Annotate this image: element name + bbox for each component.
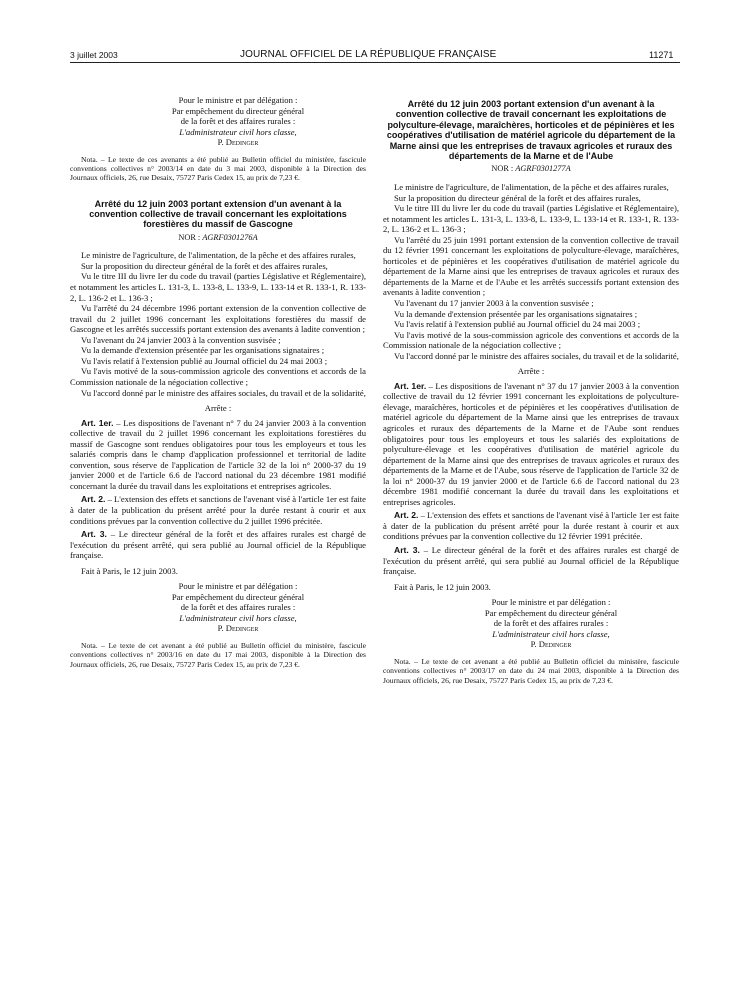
fait-line: Fait à Paris, le 12 juin 2003. (394, 581, 491, 592)
header-title: JOURNAL OFFICIEL DE LA RÉPUBLIQUE FRANÇAISE (240, 49, 497, 60)
arrete-title: Arrêté du 12 juin 2003 portant extension d'un avenant à la convention collective de travail concernant les exploitations de polyculture-élevage, maraîchères, horticoles et de pépinières et les coopératives d'utilisation de matériel agricole du département de la Marne ainsi que les entreprises de travaux agricoles et ruraux des départements de la Marne et de l'Aube (386, 99, 676, 162)
page-number: 11271 (649, 50, 674, 60)
paragraph: Le ministre de l'agriculture, de l'alimentation, de la pêche et des affaires rurales, (394, 181, 669, 192)
fait-line: Fait à Paris, le 12 juin 2003. (81, 565, 178, 576)
signature-line: Pour le ministre et par délégation : (178, 95, 298, 105)
paragraph: Vu l'avis relatif à l'extension publié au Journal officiel du 24 mai 2003 ; (394, 319, 641, 330)
paragraph: Vu l'arrêté du 24 décembre 1996 portant extension de la convention collective de travail du 2 juillet 1996 concernant les exploitations forestières du massif de Gascogne et les arrêtés successifs portant extension des avenants à ladite convention ; (70, 303, 366, 335)
nor-reference (383, 164, 679, 175)
paragraph: Vu l'accord donné par le ministre des affaires sociales, du travail et de la solidarité, (394, 350, 679, 361)
footnote: Nota. – Le texte de cet avenant a été publié au Bulletin officiel du ministère, fascicule conventions collectives n° 2003/16 en date du 17 mai 2003, disponible à la Direction des Journaux officiels, 26, rue Desaix, 75727 Paris Cedex 15, au prix de 7,23 €. (70, 640, 366, 669)
paragraph: Sur la proposition du directeur général de la forêt et des affaires rurales, (394, 192, 641, 203)
article-label: Art. 2. (81, 494, 106, 505)
nor-label: NOR : (178, 232, 201, 242)
header-rule (70, 62, 680, 63)
paragraph: Le ministre de l'agriculture, de l'alimentation, de la pêche et des affaires rurales, (81, 250, 356, 261)
signature-name: P. Dedinger (217, 623, 259, 634)
signature-line: Par empêchement du directeur général (484, 607, 618, 618)
paragraph: Vu l'accord donné par le ministre des affaires sociales, du travail et de la solidarité, (81, 387, 366, 398)
paragraph: Vu l'arrêté du 25 juin 1991 portant extension de la convention collective de travail du 12 février 1991 concernant les exploitations de polyculture-élevage, maraîchères, horticoles et de pépinières et les coopératives d'utilisation de matériel agricole du département de la Marne ainsi que les entreprises de travaux agricoles et ruraux des départements de la Marne et de l'Aube et les arrêtés successifs portant extension des avenants à ladite convention ; (383, 234, 679, 298)
article-label: Art. 3. (81, 529, 107, 540)
signature-line: Par empêchement du directeur général (171, 105, 305, 116)
signature-line: Pour le ministre et par délégation : (178, 581, 298, 592)
article-text: – L'extension des effets et sanctions de l'avenant visé à l'article 1er est faite à dater de la publication du présent arrêté pour la durée restant à courir et aux conditions prévues par la convention collective du 2 juillet 1996 précitée. (70, 494, 366, 526)
article-1 (383, 381, 679, 508)
paragraph: Vu la demande d'extension présentée par les organisations signataires ; (394, 308, 638, 319)
article-2 (383, 510, 679, 542)
top-note: Nota. – Le texte de ces avenants a été publié au Bulletin officiel du ministère, fascicule conventions collectives n° 2003/14 en date du 3 mai 2003, disponible à la Direction des Journaux officiels, 26, rue Desaix, 75727 Paris Cedex 15, au prix de 7,23 €. (70, 154, 366, 183)
signature-block (110, 581, 366, 634)
article-label: Art. 2. (394, 510, 419, 521)
article-text: – Le directeur général de la forêt et des affaires rurales est chargé de l'exécution du présent arrêté, qui sera publié au Journal officiel de la République française. (70, 529, 366, 561)
nor-code: AGRF0301277A (515, 164, 571, 174)
nor-code: AGRF0301276A (202, 232, 258, 242)
paragraph: Vu l'avis relatif à l'extension publié au Journal officiel du 24 mai 2003 ; (81, 355, 328, 366)
paragraph: Vu l'avenant du 24 janvier 2003 à la convention susvisée ; (81, 334, 281, 345)
paragraph: Vu l'avenant du 17 janvier 2003 à la convention susvisée ; (394, 298, 594, 308)
article-2 (70, 494, 366, 526)
signature-title: L'administrateur civil hors classe, (492, 628, 610, 639)
article-text: – Le directeur général de la forêt et des affaires rurales est chargé de l'exécution du présent arrêté, qui sera publié au Journal officiel de la République française. (383, 545, 679, 577)
article-3 (383, 545, 679, 577)
nor-reference (70, 233, 366, 244)
article-label: Art. 1er. (394, 380, 427, 391)
left-column (70, 95, 366, 669)
paragraph: Sur la proposition du directeur général de la forêt et des affaires rurales, (81, 260, 328, 271)
signature-title: L'administrateur civil hors classe, (179, 612, 297, 623)
arrete-word: Arrête : (517, 366, 545, 377)
signature-line: de la forêt et des affaires rurales : (493, 618, 609, 629)
footnote: Nota. – Le texte de cet avenant a été publié au Bulletin officiel du ministère, fascicule conventions collectives n° 2003/17 en date du 24 mai 2003, disponible à la Direction des Journaux officiels, 26, rue Desaix, 75727 Paris Cedex 15, au prix de 7,23 €. (383, 656, 679, 685)
arrete-title: Arrêté du 12 juin 2003 portant extension d'un avenant à la convention collective de travail concernant les exploitations forestières du massif de Gascogne (89, 198, 347, 230)
signature-line: de la forêt et des affaires rurales : (180, 602, 296, 613)
top-signature-block (110, 95, 366, 148)
paragraph: Vu le titre III du livre Ier du code du travail (parties Législative et Réglementaire), et notamment les articles L. 131-3, L. 133-8, L. 133-9, L. 133-14 et R. 133-1, R. 133-2, L. 136-2 et L. 136-3 ; (70, 271, 366, 303)
article-3 (70, 529, 366, 561)
signature-line: Pour le ministre et par délégation : (491, 597, 611, 608)
signature-line: Par empêchement du directeur général (171, 591, 305, 602)
article-label: Art. 1er. (81, 417, 114, 428)
paragraph: Vu l'avis motivé de la sous-commission agricole des conventions et accords de la Commission nationale de la négociation collective ; (383, 329, 679, 351)
signature-title: L'administrateur civil hors classe, (179, 126, 297, 137)
paragraph: Vu le titre III du livre Ier du code du travail (parties Législative et Réglementaire), et notamment les articles L. 131-3, L. 133-8, L. 133-9, L. 133-14 et R. 133-1, R. 133-2, L. 136-2 et L. 136-3 ; (383, 203, 679, 235)
signature-block (423, 597, 679, 650)
article-1 (70, 418, 366, 492)
article-label: Art. 3. (394, 545, 420, 556)
paragraph: Vu l'avis motivé de la sous-commission agricole des conventions et accords de la Commission nationale de la négociation collective ; (70, 366, 366, 387)
signature-name: P. Dedinger (217, 137, 259, 148)
signature-name: P. Dedinger (530, 639, 572, 650)
paragraph: Vu la demande d'extension présentée par les organisations signataires ; (81, 345, 325, 356)
article-text: – Les dispositions de l'avenant n° 37 du 17 janvier 2003 à la convention collective de travail du 12 février 1991 concernant les exploitations de polyculture-élevage, maraîchères, horticoles et de pépinières et les coopératives d'utilisation de matériel agricole du département de la Marne ainsi que les entreprises de travaux agricoles et ruraux des départements de la Marne et de l'Aube sont rendues obligatoires pour tous les employeurs et tous les salariés des exploitations de polyculture-élevage et les coopératives d'utilisation de matériel agricole du département de la Marne ainsi que des entreprises de travaux agricoles et ruraux des départements de la Marne et de l'Aube, sous réserve de l'application de l'article 32 de la loi n° 2000-37 du 19 janvier 2000 et de l'article 6.6 de l'accord national du 23 décembre 1981 modifié concernant la durée du travail dans les exploitations et entreprises agricoles. (383, 380, 679, 507)
article-text: – L'extension des effets et sanctions de l'avenant visé à l'article 1er est faite à dater de la publication du présent arrêté pour la durée restant à courir et aux conditions prévues par la convention collective du 12 février 1991 précitée. (383, 510, 679, 542)
article-text: – Les dispositions de l'avenant n° 7 du 24 janvier 2003 à la convention collective de travail du 2 juillet 1996 concernant les exploitations forestières du massif de Gascogne sont rendues obligatoires pour tous les employeurs et tous les salariés compris dans le champ d'application professionnel et territorial de ladite convention, sous réserve de l'application de l'article 32 de la loi n° 2000-37 du 19 janvier 2000 et de l'article 6.6 de l'accord national du 23 décembre 1981 modifié concernant la durée du travail dans les exploitations et entreprises agricoles. (70, 417, 366, 491)
header-date: 3 juillet 2003 (70, 50, 118, 60)
arrete-word: Arrête : (204, 403, 232, 414)
right-column (383, 99, 679, 685)
nor-label: NOR : (491, 164, 514, 174)
signature-line: de la forêt et des affaires rurales : (180, 116, 296, 127)
